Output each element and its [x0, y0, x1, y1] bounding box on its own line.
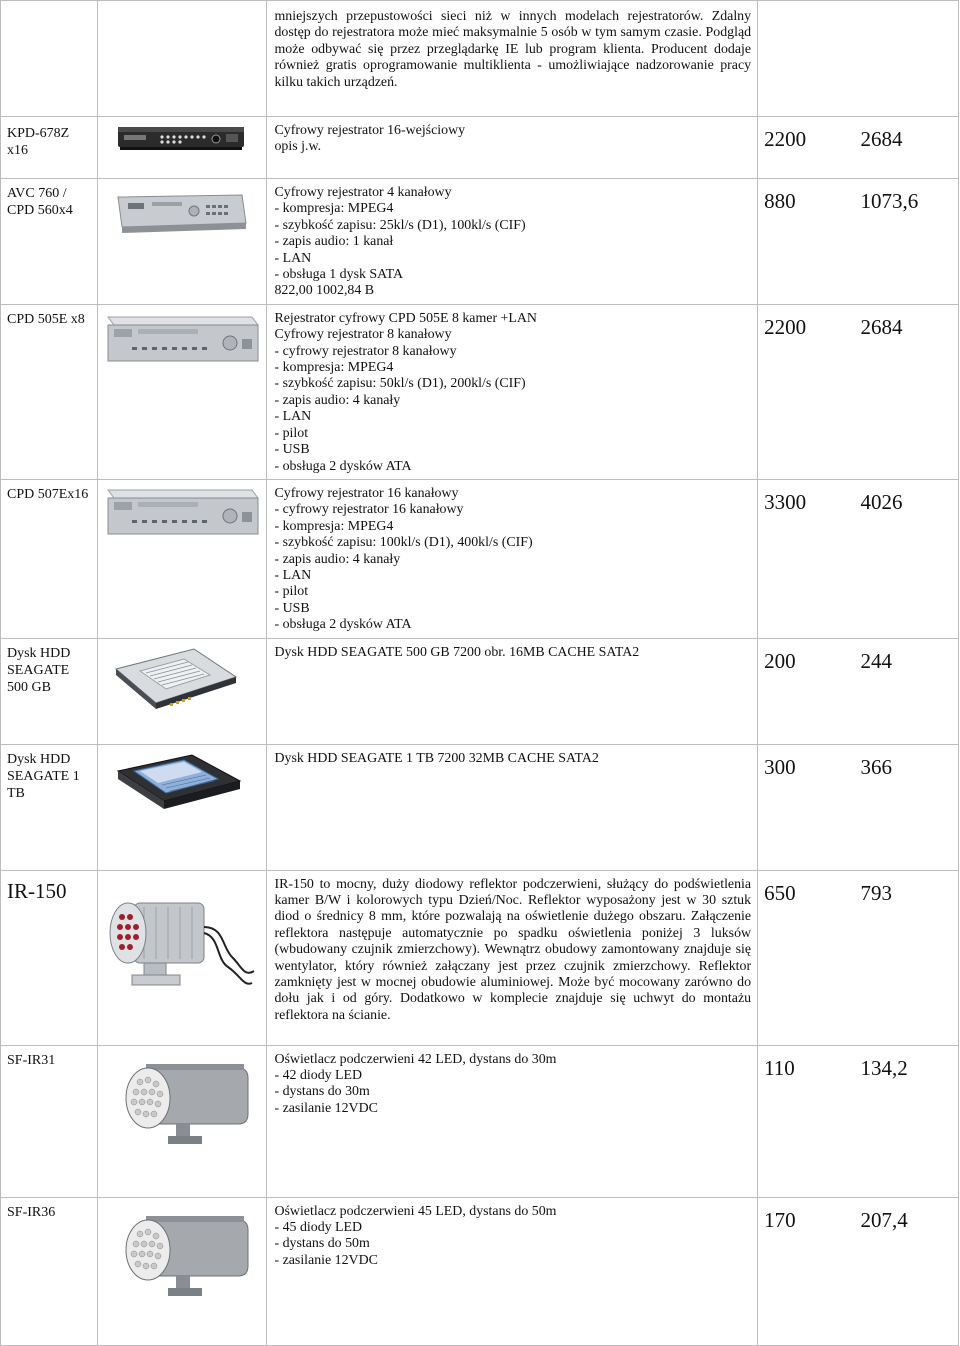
description-line: - kompresja: MPEG4 — [274, 360, 394, 376]
description-line: - pilot — [274, 584, 309, 600]
product-code: IR-150 — [7, 878, 67, 903]
empty-cell — [854, 1, 958, 117]
description-line: - zapis audio: 4 kanały — [274, 551, 401, 567]
net-price: 110 — [764, 1055, 795, 1080]
product-row — [1, 1045, 959, 1197]
product-description — [267, 871, 757, 1029]
net-price: 200 — [764, 648, 796, 673]
description-line: - pilot — [274, 425, 309, 441]
net-price: 2200 — [764, 314, 807, 339]
description-line: - cyfrowy rejestrator 16 kanałowy — [274, 502, 464, 518]
description-line: - 45 diody LED — [274, 1219, 363, 1235]
description-line: - szybkość zapisu: 25kl/s (D1), 100kl/s (CIF) — [274, 217, 526, 233]
gross-price: 244 — [860, 648, 892, 673]
hdd-silver-image — [98, 639, 267, 711]
description-line: - obsługa 2 dysków ATA — [274, 458, 412, 474]
description-line: - LAN — [274, 250, 312, 266]
description-line: - dystans do 50m — [274, 1236, 370, 1252]
empty-cell — [1, 1, 98, 117]
intro-row — [1, 1, 959, 117]
gross-price: 4026 — [860, 489, 903, 514]
product-code: CPD 505E x8 — [7, 311, 85, 327]
intro-cell — [267, 1, 758, 117]
product-description — [267, 1046, 757, 1122]
dvr-silver-large-image — [98, 480, 267, 538]
product-description — [267, 480, 757, 638]
product-description — [267, 639, 757, 665]
gross-price: 2684 — [860, 314, 903, 339]
net-price: 170 — [764, 1207, 796, 1232]
gross-price: 134,2 — [860, 1055, 908, 1080]
description-line: Dysk HDD SEAGATE 500 GB 7200 obr. 16MB CACHE SATA2 — [274, 644, 640, 660]
net-price: 650 — [764, 880, 796, 905]
description-line: - cyfrowy rejestrator 8 kanałowy — [274, 343, 457, 359]
product-code: KPD-678Z x16 — [7, 126, 70, 158]
product-row — [1, 117, 959, 179]
ir-illuminator-image — [98, 871, 267, 1003]
product-row — [1, 870, 959, 1045]
description-line: - USB — [274, 442, 310, 458]
description-line: - LAN — [274, 567, 312, 583]
product-description — [267, 745, 757, 771]
intro-text: mniejszych przepustowości sieci niż w innych modelach rejestratorów. Zdalny dostęp do rejestratora może mieć maksymalnie 5 osób w tym samym czasie. Podgląd może odbywać się przez przeglądarkę IE lub program klienta. Producent dodaje również gratis oprogramowanie multiklienta - umożliwiające nadzorowanie pracy kilku takich urządzeń. — [274, 9, 752, 90]
gross-price: 1073,6 — [860, 189, 919, 213]
description-line: - zapis audio: 1 kanał — [274, 234, 394, 250]
hdd-blue-label-image — [98, 745, 267, 815]
ir-camera-housing-image — [98, 1198, 267, 1300]
product-row — [1, 479, 959, 638]
product-description — [267, 117, 757, 160]
net-price: 2200 — [764, 127, 807, 151]
description-line: - USB — [274, 600, 310, 616]
product-code: Dysk HDD SEAGATE 500 GB — [7, 645, 71, 695]
product-code: SF-IR36 — [7, 1204, 56, 1220]
description-line: - kompresja: MPEG4 — [274, 518, 394, 534]
dvr-slim-black-image — [98, 117, 267, 155]
description-line: - zapis audio: 4 kanały — [274, 392, 401, 408]
net-price: 3300 — [764, 489, 807, 514]
product-row — [1, 1197, 959, 1345]
product-code: Dysk HDD SEAGATE 1 TB — [7, 751, 80, 801]
gross-price: 2684 — [860, 127, 903, 151]
net-price: 300 — [764, 754, 796, 779]
description-line: Rejestrator cyfrowy CPD 505E 8 kamer +LAN — [274, 310, 537, 326]
description-line: - zasilanie 12VDC — [274, 1100, 378, 1116]
description-line: Dysk HDD SEAGATE 1 TB 7200 32MB CACHE SATA2 — [274, 750, 599, 766]
product-row — [1, 179, 959, 305]
net-price: 880 — [764, 189, 796, 213]
product-code: SF-IR31 — [7, 1052, 56, 1068]
description-line: Cyfrowy rejestrator 16-wejściowy — [274, 123, 466, 138]
description-line: Cyfrowy rejestrator 8 kanałowy — [274, 327, 452, 343]
description-line: opis j.w. — [274, 139, 322, 155]
product-row — [1, 638, 959, 744]
description-line: - obsługa 1 dysk SATA — [274, 267, 404, 283]
description-line: - szybkość zapisu: 50kl/s (D1), 200kl/s (CIF) — [274, 376, 526, 392]
product-row — [1, 744, 959, 870]
description-line: - zasilanie 12VDC — [274, 1252, 378, 1268]
description-line: - obsługa 2 dysków ATA — [274, 617, 412, 633]
empty-cell — [758, 1, 855, 117]
gross-price: 366 — [860, 754, 892, 779]
gross-price: 207,4 — [860, 1207, 908, 1232]
description-line: Oświetlacz podczerwieni 45 LED, dystans do 50m — [274, 1203, 557, 1219]
product-description — [267, 1198, 757, 1274]
product-code: CPD 507Ex16 — [7, 486, 89, 502]
empty-cell — [97, 1, 267, 117]
product-description — [267, 179, 757, 304]
description-line: IR-150 to mocny, duży diodowy reflektor podczerwieni, służący do podświetlenia kamer B/W i kolorowych typu Dzień/Noc. Reflektor wyposażony jest w 30 sztuk diod o średnicy 8 mm, które pozwalają na oświetlenie dużego obszaru. Załączenie reflektora następuje automatycznie po spadku oświetlenia poniżej 3 luksów (wbudowany czujnik zmierzchowy). Wewnątrz obudowy zamontowany znajduje się wentylator, który również załączany jest przez czujnik zmierzchowy. Reflektor zamknięty jest w mocnej obudowie aluminiowej. Może być mocowany zarówno do dołu jak i od góry. Dodatkowo w komplecie znajduje się uchwyt do montażu reflektora na ścianie. — [274, 876, 752, 1023]
product-code: AVC 760 / CPD 560x4 — [7, 186, 73, 218]
description-line: Cyfrowy rejestrator 4 kanałowy — [274, 185, 452, 200]
description-line: 822,00 1002,84 B — [274, 283, 375, 299]
description-line: Oświetlacz podczerwieni 42 LED, dystans do 30m — [274, 1051, 557, 1067]
dvr-silver-small-image — [98, 179, 267, 235]
product-row — [1, 304, 959, 479]
gross-price: 793 — [860, 880, 892, 905]
ir-camera-housing-image — [98, 1046, 267, 1148]
description-line: - szybkość zapisu: 100kl/s (D1), 400kl/s (CIF) — [274, 535, 533, 551]
description-line: - 42 diody LED — [274, 1067, 363, 1083]
product-description — [267, 305, 757, 479]
description-line: - dystans do 30m — [274, 1084, 370, 1100]
description-line: - LAN — [274, 409, 312, 425]
description-line: Cyfrowy rejestrator 16 kanałowy — [274, 485, 459, 501]
dvr-silver-large-image — [98, 305, 267, 365]
description-line: - kompresja: MPEG4 — [274, 201, 394, 217]
